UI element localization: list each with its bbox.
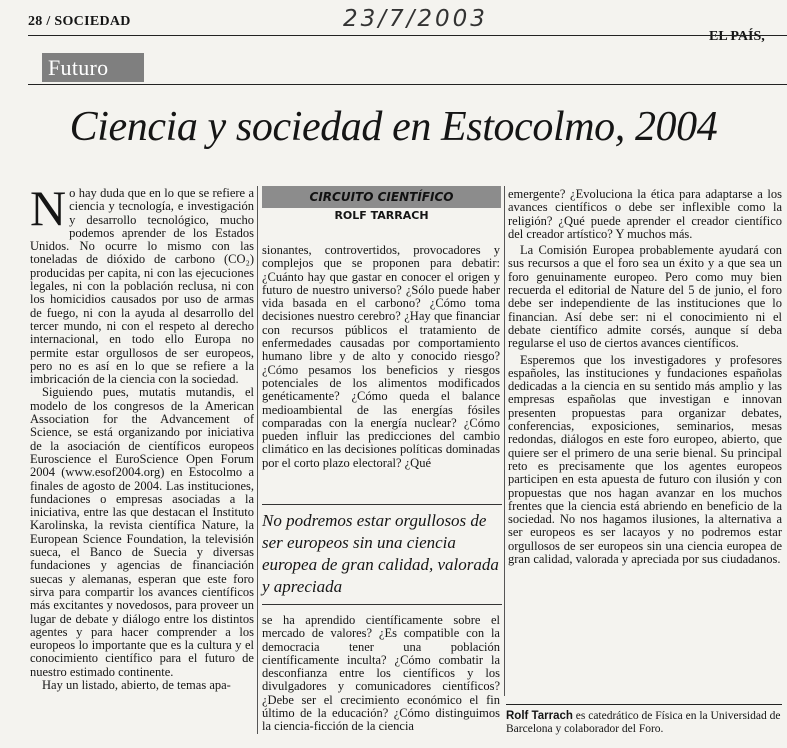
header-rule xyxy=(28,35,787,36)
column-label-band: CIRCUITO CIENTÍFICO xyxy=(262,186,501,208)
col1-paragraph-2: Siguiendo pues, mutatis mutandis, el modelo de los congresos de la American Association for the Advancement of Science, se está organizando por iniciativa de la asociación de científicos europeos Euroscience el EuroScience Open Forum 2004 (www.esof2004.org) en Estocolmo a finales de agosto de 2004. Las instituciones, fundaciones o empresas asociadas a la iniciativa, entre las que destacan el Instituto Karolinska, la revista científica Nature, la European Science Foundation, la televisión sueca, el Banco de Suecia y diversas fundaciones y agencias de financiación suecas y alemanas, esperan que este foro sirva para compartir los avances científicos más excitantes y novedosos, para proveer un lugar de debate y diálogo entre los distintos agentes y para hacer comprender a los europeos lo importante que es la cultura y el conocimiento científico para el futuro de nuestro estimado continente. xyxy=(30,385,254,679)
kicker-futuro: Futuro xyxy=(42,53,144,82)
bio-rule xyxy=(506,704,782,705)
column-author: ROLF TARRACH xyxy=(334,209,429,222)
col2-top-text: sionantes, controvertidos, provocadores y complejos que se proponen para debatir: ¿Cuánto hay que gastar en conocer el origen y futuro de nuestro universo? ¿Sólo puede haber vida basada en el carbono? ¿Cómo toma decisiones nuestro cerebro? ¿Hay que financiar con recursos públicos el tratamiento de enfermedades causadas por comportamiento humano libre y de alto y conocido riesgo? ¿Cómo pesamos los beneficios y riesgos potenciales de los alimentos modificados genéticamente? ¿Cómo queda el balance medioambiental de las energías fósiles comparadas con la energía nuclear? ¿Cómo pueden influir las predicciones del cambio climático en las decisiones políticas dominadas por el corto plazo electoral? ¿Qué xyxy=(262,243,500,470)
column-2-top xyxy=(262,244,500,470)
col2-bottom-text: se ha aprendido científicamente sobre el mercado de valores? ¿Es compatible con la democracia tener una población científicamente inculta? ¿Cómo combatir la desconfianza entre los científicos y los divulgadores y comunicadores científicos? ¿Debe ser el crecimiento económico el fin último de la educación? ¿Cómo distinguimos la ciencia-ficción de la ciencia xyxy=(262,613,500,734)
kicker-rule xyxy=(28,84,787,85)
col3-paragraph-1: emergente? ¿Evoluciona la ética para adaptarse a los avances científicos o debe ser inflexible como la religión? ¿Qué puede aprender el creador científico del creador artístico? Y muchos más. xyxy=(508,187,782,241)
col3-paragraph-2: La Comisión Europea probablemente ayudará con sus recursos a que el foro sea un éxito y a que sea un foro genuinamente europeo. Pero como muy bien recuerda el editorial de Nature del 5 de junio, el foro debe ser independiente de las instituciones que lo financian. Así debe ser: ni el conocimiento ni el debate científico admite corsés, aunque sí deba regularse el uso de ciertos avances científicos. xyxy=(508,243,782,351)
section-label: 28 / SOCIEDAD xyxy=(28,14,131,29)
col1-paragraph-3: Hay un listado, abierto, de temas apa- xyxy=(42,677,231,692)
column-divider-1 xyxy=(257,186,258,734)
col3-paragraph-3: Esperemos que los investigadores y profesores españoles, las instituciones y fundaciones españolas dedicadas a la ciencia en su sentido más amplio y las empresas españolas que investigan e innovan presenten propuestas para organizar debates, conferencias, exposiciones, seminarios, mesas redondas, diálogos en este foro europeo, abierto, que quiere ser el primero de una serie bienal. Su principal reto es precisamente que los agentes europeos participen en esta apuesta de futuro con ilusión y con propuestas que nos hagan avanzar en los muchos frentes que la ciencia está abriendo en beneficio de la sociedad. No nos hagamos ilusiones, la alternativa a ser europeos es ser lacayos y no podremos estar orgullosos de ser europeos sin una ciencia europea de gran calidad, valorada y apreciada por sus ciudadanos. xyxy=(508,352,782,567)
column-2-bottom xyxy=(262,614,500,734)
col1-paragraph-1: o hay duda que en lo que se refiere a ciencia y tecnología, e investigación y desarrollo tecnológico, mucho podemos aprender de los Estados Unidos. No ocurre lo mismo con las toneladas de dióxido de carbono (CO₂) producidas per capita, ni con las ejecuciones legales, ni con la población reclusa, ni con los homicidios causados por uso de armas de fuego, ni con la ayuda al desarrollo del tercer mundo, ni con el respeto al derecho internacional, en todo ello Europa no permite estar orgullosos de ser europeos, pero no es así en lo que se refiere a la imbricación de la ciencia con la sociedad. xyxy=(30,186,254,387)
bio-text: es catedrático de Física en la Universidad de Barcelona y colaborador del Foro. xyxy=(506,710,781,735)
column-divider-2 xyxy=(504,186,505,696)
article-title: Ciencia y sociedad en Estocolmo, 2004 xyxy=(69,104,718,150)
author-bio xyxy=(506,710,781,736)
column-3 xyxy=(508,188,782,566)
bio-name: Rolf Tarrach xyxy=(506,710,573,722)
pull-quote: No podremos estar orgullosos de ser europeos sin una ciencia europea de gran calidad, valorada y apreciada xyxy=(262,504,502,605)
newspaper-name: EL PAÍS, xyxy=(709,29,765,44)
handwritten-date: 23/7/2003 xyxy=(343,6,488,32)
dropcap: N xyxy=(30,180,67,236)
column-1 xyxy=(30,180,254,692)
